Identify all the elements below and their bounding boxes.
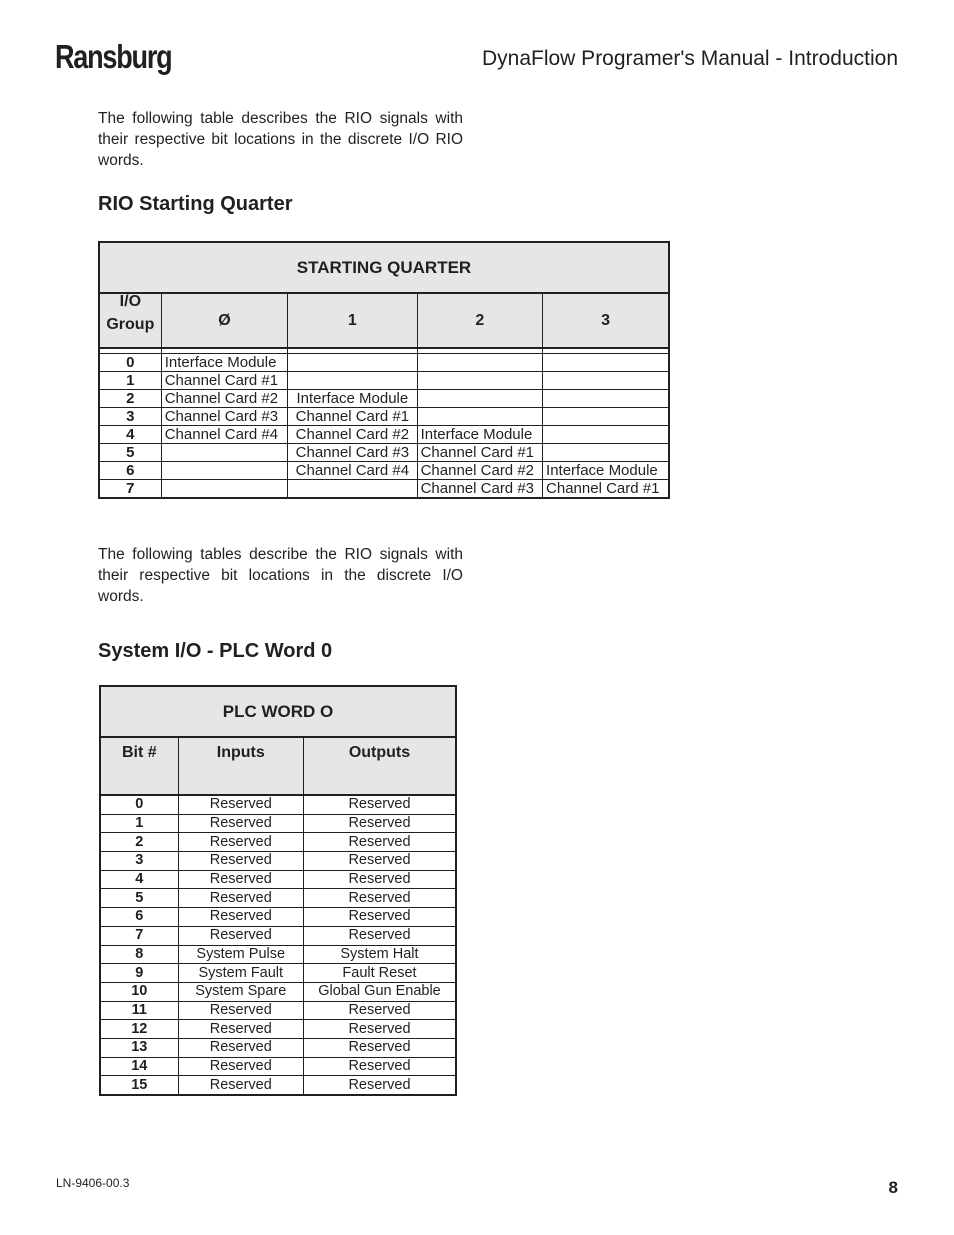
- table-title: STARTING QUARTER: [99, 242, 669, 293]
- table-row: [99, 390, 669, 408]
- bit-cell: 7: [100, 926, 178, 945]
- quarter-3-cell: [543, 354, 669, 372]
- input-cell: Reserved: [178, 814, 303, 833]
- bit-cell: 5: [100, 889, 178, 908]
- starting-quarter-table: [98, 241, 670, 499]
- output-cell: Reserved: [303, 1076, 456, 1095]
- column-header-io-group: [99, 293, 161, 348]
- quarter-3-cell: [543, 390, 669, 408]
- page-number: 8: [888, 1178, 898, 1197]
- table-row: [99, 462, 669, 480]
- table-row: [100, 1038, 456, 1057]
- column-header-bit: Bit #: [100, 737, 178, 795]
- quarter-0-cell: [161, 480, 287, 499]
- io-group-cell: 5: [99, 444, 161, 462]
- table-row: [100, 1057, 456, 1076]
- quarter-2-cell: Channel Card #1: [417, 444, 542, 462]
- output-cell: Reserved: [303, 1057, 456, 1076]
- bit-cell: 2: [100, 833, 178, 852]
- document-number: LN-9406-00.3: [56, 1176, 130, 1190]
- quarter-0-cell: Channel Card #2: [161, 390, 287, 408]
- quarter-1-cell: [288, 372, 417, 390]
- input-cell: Reserved: [178, 1020, 303, 1039]
- quarter-0-cell: Channel Card #4: [161, 426, 287, 444]
- column-header-quarter-0: Ø: [161, 293, 287, 348]
- table-row: [100, 945, 456, 964]
- quarter-0-cell: Channel Card #3: [161, 408, 287, 426]
- table-row: [99, 426, 669, 444]
- table-row: [100, 908, 456, 927]
- section-heading-rio-starting-quarter: RIO Starting Quarter: [98, 193, 293, 215]
- quarter-2-cell: Interface Module: [417, 426, 542, 444]
- output-cell: Reserved: [303, 795, 456, 814]
- quarter-2-cell: [417, 354, 542, 372]
- table-row: [99, 408, 669, 426]
- output-cell: Reserved: [303, 889, 456, 908]
- intro-paragraph-1: The following table describes the RIO signals with their respective bit locations in the discrete I/O RIO words.: [98, 110, 463, 169]
- table-row: [100, 964, 456, 983]
- table-row: [100, 889, 456, 908]
- input-cell: Reserved: [178, 1057, 303, 1076]
- io-group-cell: 3: [99, 408, 161, 426]
- quarter-2-cell: Channel Card #3: [417, 480, 542, 499]
- table-row: [100, 870, 456, 889]
- table-title: PLC WORD O: [100, 686, 456, 737]
- quarter-3-cell: [543, 372, 669, 390]
- quarter-2-cell: [417, 390, 542, 408]
- output-cell: Reserved: [303, 908, 456, 927]
- bit-cell: 14: [100, 1057, 178, 1076]
- quarter-1-cell: Channel Card #2: [288, 426, 417, 444]
- quarter-1-cell: [288, 354, 417, 372]
- table-row: [100, 982, 456, 1001]
- io-group-cell: 2: [99, 390, 161, 408]
- quarter-3-cell: [543, 408, 669, 426]
- column-header-inputs: Inputs: [178, 737, 303, 795]
- output-cell: Global Gun Enable: [303, 982, 456, 1001]
- bit-cell: 15: [100, 1076, 178, 1095]
- output-cell: Reserved: [303, 833, 456, 852]
- quarter-1-cell: Channel Card #4: [288, 462, 417, 480]
- column-header-quarter-3: 3: [543, 293, 669, 348]
- table-row: [100, 852, 456, 871]
- io-group-cell: 7: [99, 480, 161, 499]
- quarter-0-cell: Channel Card #1: [161, 372, 287, 390]
- quarter-0-cell: [161, 462, 287, 480]
- io-group-cell: 4: [99, 426, 161, 444]
- input-cell: Reserved: [178, 889, 303, 908]
- quarter-3-cell: Channel Card #1: [543, 480, 669, 499]
- section-heading-plc-word-0: System I/O - PLC Word 0: [98, 640, 333, 662]
- table-row: [99, 354, 669, 372]
- table-row: [99, 480, 669, 499]
- ransburg-logo: Ransburg: [55, 38, 172, 75]
- io-group-cell: 0: [99, 354, 161, 372]
- table-row: [100, 814, 456, 833]
- input-cell: Reserved: [178, 908, 303, 927]
- input-cell: Reserved: [178, 833, 303, 852]
- output-cell: Reserved: [303, 926, 456, 945]
- intro-paragraph-2: The following tables describe the RIO signals with their respective bit locations in the discrete I/O words.: [98, 546, 463, 605]
- input-cell: System Spare: [178, 982, 303, 1001]
- output-cell: Reserved: [303, 814, 456, 833]
- bit-cell: 3: [100, 852, 178, 871]
- output-cell: Fault Reset: [303, 964, 456, 983]
- bit-cell: 9: [100, 964, 178, 983]
- bit-cell: 1: [100, 814, 178, 833]
- bit-cell: 6: [100, 908, 178, 927]
- group-header-line2: Group: [106, 315, 155, 333]
- manual-title: DynaFlow Programer's Manual - Introduction: [481, 47, 898, 70]
- column-header-outputs: Outputs: [303, 737, 456, 795]
- table-row: [100, 795, 456, 814]
- bit-cell: 13: [100, 1038, 178, 1057]
- quarter-0-cell: [161, 444, 287, 462]
- output-cell: System Halt: [303, 945, 456, 964]
- input-cell: Reserved: [178, 795, 303, 814]
- bit-cell: 12: [100, 1020, 178, 1039]
- input-cell: Reserved: [178, 870, 303, 889]
- quarter-2-cell: Channel Card #2: [417, 462, 542, 480]
- plc-word-table: [99, 685, 457, 1096]
- quarter-1-cell: Interface Module: [288, 390, 417, 408]
- bit-cell: 8: [100, 945, 178, 964]
- input-cell: Reserved: [178, 1001, 303, 1020]
- quarter-1-cell: [288, 480, 417, 499]
- group-header-line1: I/O: [119, 292, 142, 310]
- quarter-2-cell: [417, 408, 542, 426]
- io-group-cell: 6: [99, 462, 161, 480]
- input-cell: Reserved: [178, 852, 303, 871]
- table-row: [100, 1020, 456, 1039]
- quarter-1-cell: Channel Card #1: [288, 408, 417, 426]
- output-cell: Reserved: [303, 1038, 456, 1057]
- quarter-3-cell: Interface Module: [543, 462, 669, 480]
- input-cell: System Fault: [178, 964, 303, 983]
- input-cell: Reserved: [178, 1076, 303, 1095]
- output-cell: Reserved: [303, 1001, 456, 1020]
- column-header-quarter-1: 1: [288, 293, 417, 348]
- output-cell: Reserved: [303, 852, 456, 871]
- bit-cell: 11: [100, 1001, 178, 1020]
- quarter-3-cell: [543, 444, 669, 462]
- quarter-1-cell: Channel Card #3: [288, 444, 417, 462]
- table-row: [99, 444, 669, 462]
- table-row: [99, 372, 669, 390]
- bit-cell: 10: [100, 982, 178, 1001]
- input-cell: Reserved: [178, 1038, 303, 1057]
- output-cell: Reserved: [303, 1020, 456, 1039]
- table-row: [100, 833, 456, 852]
- table-row: [100, 1001, 456, 1020]
- input-cell: Reserved: [178, 926, 303, 945]
- quarter-2-cell: [417, 372, 542, 390]
- quarter-0-cell: Interface Module: [161, 354, 287, 372]
- table-row: [100, 1076, 456, 1095]
- input-cell: System Pulse: [178, 945, 303, 964]
- output-cell: Reserved: [303, 870, 456, 889]
- table-row: [100, 926, 456, 945]
- io-group-cell: 1: [99, 372, 161, 390]
- column-header-quarter-2: 2: [417, 293, 542, 348]
- quarter-3-cell: [543, 426, 669, 444]
- bit-cell: 0: [100, 795, 178, 814]
- bit-cell: 4: [100, 870, 178, 889]
